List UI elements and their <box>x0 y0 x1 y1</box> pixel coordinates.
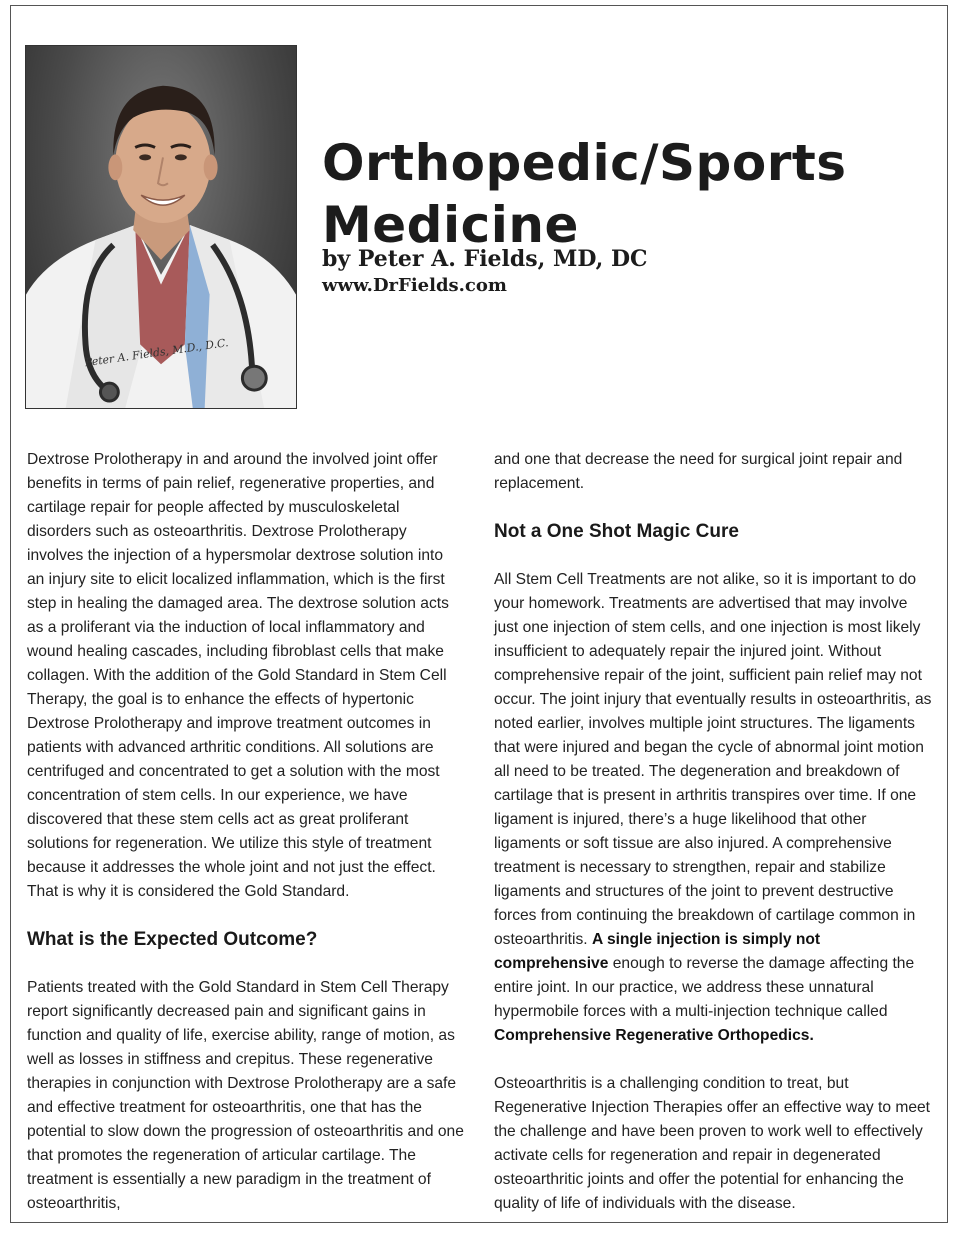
author-byline: by Peter A. Fields, MD, DC <box>322 246 648 272</box>
right-column <box>494 448 932 1216</box>
section-heading-one-shot: Not a One Shot Magic Cure <box>494 521 739 542</box>
right-paragraph-1: and one that decrease the need for surgical joint repair and replacement. <box>494 451 903 492</box>
doctor-portrait-image <box>26 46 296 408</box>
author-photo <box>25 45 297 409</box>
title-line-2: Medicine <box>322 196 579 254</box>
article-title <box>322 132 922 256</box>
title-line-1: Orthopedic/Sports <box>322 134 847 192</box>
right-paragraph-3: Osteoarthritis is a challenging condition to treat, but Regenerative Injection Therapies offer an effective way to meet the challenge and have been proven to work well to effectively activate cells for regeneration and repair in degenerated osteoarthritic joints and offer the potential for enhancing the quality of life of individuals with the disease. <box>494 1075 931 1212</box>
right-paragraph-2 <box>494 568 932 1048</box>
right-paragraph-2-part-a: All Stem Cell Treatments are not alike, so it is important to do your homework. Treatments are advertised that may involve just one injection of stem cells, and one injection is most likely insufficient to adequately repair the injured joint. Without comprehensive repair of the joint, sufficient pain relief may not occur. The joint injury that eventually results in osteoarthritis, as noted earlier, involves multiple joint structures. The ligaments that were injured and began the cycle of abnormal joint motion all need to be treated. The degeneration and breakdown of cartilage that is present in arthritis transpires over time. If one ligament is injured, there’s a huge likelihood that other ligaments or soft tissue are also injured. A comprehensive treatment is necessary to strengthen, repair and stabilize ligaments and structures of the joint to prevent destructive forces from continuing the breakdown of cartilage common in osteoarthritis. <box>494 571 932 948</box>
section-heading-expected-outcome: What is the Expected Outcome? <box>27 929 318 950</box>
right-paragraph-2-emphasis-2: Comprehensive Regenerative Orthopedics. <box>494 1027 814 1044</box>
left-paragraph-1: Dextrose Prolotherapy in and around the involved joint offer benefits in terms of pain relief, regenerative properties, and cartilage repair for people affected by musculoskeletal disorders such as osteoarthritis. Dextrose Prolotherapy involves the injection of a hypersmolar dextrose solution into an injury site to elicit localized inflammation, which is the first step in healing the damaged area. The dextrose solution acts as a proliferant via the induction of local inflammatory and wound healing cascades, including fibroblast cells that make collagen. With the addition of the Gold Standard in Stem Cell Therapy, the goal is to enhance the effects of hypertonic Dextrose Prolotherapy and improve treatment outcomes in patients with advanced arthritic conditions. All solutions are centrifuged and concentrated to get a solution with the most concentration of stem cells. In our experience, we have discovered that these stem cells act as great proliferant solutions for regeneration. We utilize this style of treatment because it addresses the whole joint and not just the effect. That is why it is considered the Gold Standard. <box>27 451 449 900</box>
left-paragraph-2: Patients treated with the Gold Standard in Stem Cell Therapy report significantly decreased pain and significant gains in function and quality of life, exercise ability, range of motion, as well as losses in stiffness and crepitus. These regenerative therapies in conjunction with Dextrose Prolotherapy are a safe and effective treatment for osteoarthritis, one that has the potential to slow down the progression of osteoarthritis and one that promotes the regeneration of articular cartilage. The treatment is essentially a new paradigm in the treatment of osteoarthritis, <box>27 979 464 1212</box>
left-column <box>27 448 464 1216</box>
right-paragraph-2-part-b: enough to reverse the damage affecting the entire joint. In our practice, we address these unnatural hypermobile forces with a multi-injection technique called <box>494 955 915 1020</box>
right-paragraph-2-emphasis-1: A single injection is simply not comprehensive <box>494 931 821 972</box>
coat-signature: Peter A. Fields, M.D., D.C. <box>84 336 230 370</box>
author-website: www.DrFields.com <box>322 275 507 296</box>
